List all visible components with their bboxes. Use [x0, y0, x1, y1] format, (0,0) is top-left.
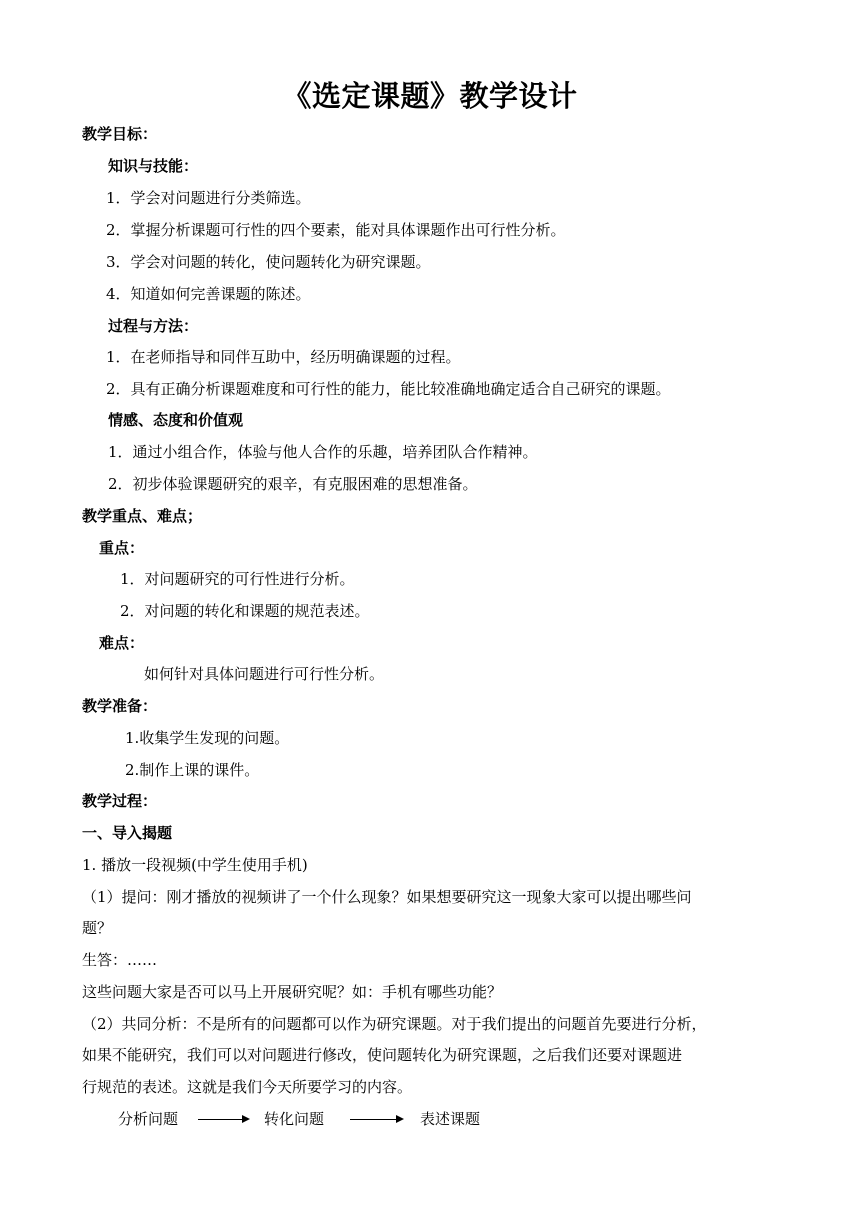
emotion-item: 1．通过小组合作，体验与他人合作的乐趣，培养团队合作精神。 — [108, 443, 538, 461]
emotion-heading: 情感、态度和价值观 — [108, 411, 244, 429]
flow-step: 表述课题 — [420, 1110, 481, 1128]
knowledge-heading: 知识与技能： — [108, 157, 199, 175]
teaching-process-heading: 教学过程： — [82, 792, 158, 810]
process-method-item: 1．在老师指导和同伴互助中，经历明确课题的过程。 — [106, 348, 461, 366]
preparation-item: 1.收集学生发现的问题。 — [125, 729, 290, 747]
knowledge-item: 4．知道如何完善课题的陈述。 — [106, 285, 311, 303]
flow-step: 分析问题 — [118, 1110, 179, 1128]
knowledge-item: 1．学会对问题进行分类筛选。 — [106, 189, 311, 207]
arrow-right-icon — [350, 1119, 402, 1120]
preparation-heading: 教学准备： — [82, 697, 158, 715]
focus-heading: 重点： — [99, 539, 145, 557]
preparation-item: 2.制作上课的课件。 — [125, 761, 260, 779]
page-title: 《选定课题》教学设计 — [282, 79, 578, 113]
knowledge-item: 2．掌握分析课题可行性的四个要素，能对具体课题作出可行性分析。 — [106, 221, 566, 239]
process-method-heading: 过程与方法： — [108, 317, 199, 335]
focus-item: 1．对问题研究的可行性进行分析。 — [120, 570, 355, 588]
followup-text: 这些问题大家是否可以马上开展研究呢？如：手机有哪些功能？ — [82, 983, 503, 1001]
section-heading: 一、导入揭题 — [82, 824, 173, 842]
question-paragraph: （1）提问：刚才播放的视频讲了一个什么现象？如果想要研究这一现象大家可以提出哪些问 — [82, 888, 692, 906]
analysis-paragraph: 行规范的表述。这就是我们今天所要学习的内容。 — [82, 1078, 413, 1096]
objectives-heading: 教学目标： — [82, 125, 158, 143]
process-flow — [0, 1105, 860, 1133]
arrow-right-icon — [198, 1119, 248, 1120]
difficulty-text: 如何针对具体问题进行可行性分析。 — [144, 665, 385, 683]
flow-step: 转化问题 — [264, 1110, 325, 1128]
question-paragraph: 题？ — [82, 919, 113, 937]
keypoints-heading: 教学重点、难点； — [82, 507, 203, 525]
process-item: 1. 播放一段视频(中学生使用手机) — [82, 856, 308, 874]
knowledge-item: 3．学会对问题的转化，使问题转化为研究课题。 — [106, 253, 431, 271]
focus-item: 2．对问题的转化和课题的规范表述。 — [120, 602, 370, 620]
student-answer: 生答：…… — [82, 951, 158, 969]
analysis-paragraph: （2）共同分析：不是所有的问题都可以作为研究课题。对于我们提出的问题首先要进行分析， — [82, 1015, 707, 1033]
analysis-paragraph: 如果不能研究，我们可以对问题进行修改，使问题转化为研究课题，之后我们还要对课题进 — [82, 1046, 683, 1064]
process-method-item: 2．具有正确分析课题难度和可行性的能力，能比较准确地确定适合自己研究的课题。 — [106, 380, 671, 398]
emotion-item: 2．初步体验课题研究的艰辛，有克服困难的思想准备。 — [108, 475, 478, 493]
difficulty-heading: 难点： — [99, 634, 145, 652]
